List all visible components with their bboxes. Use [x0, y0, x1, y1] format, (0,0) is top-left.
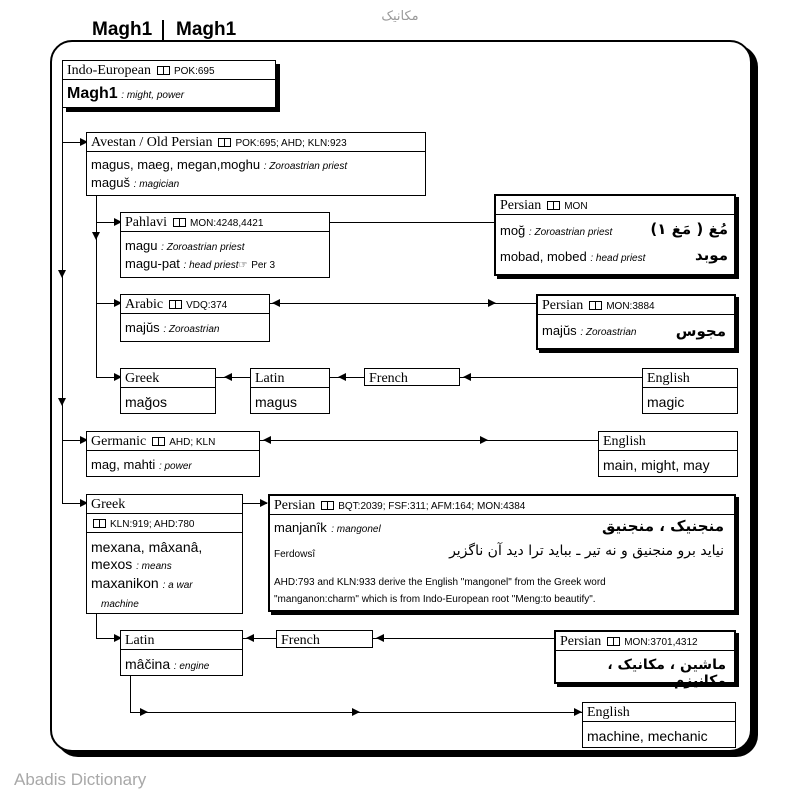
connector — [62, 440, 82, 441]
lang-label: Persian — [560, 634, 602, 649]
gloss: : Zoroastrian — [163, 324, 220, 335]
source-ref: MON:3701,4312 — [624, 637, 698, 648]
source-ref: MON:4248,4421 — [190, 218, 264, 229]
source-ref: BQT:2039; FSF:311; AFM:164; MON:4384 — [338, 501, 526, 512]
arabic-box — [120, 294, 270, 342]
word: mag, mahti — [91, 457, 156, 472]
connector — [96, 614, 97, 638]
lang-label: Persian — [274, 498, 316, 513]
book-icon — [173, 218, 186, 227]
greek-box-1 — [120, 368, 216, 414]
source-ref: POK:695 — [173, 66, 215, 77]
persian-mog-box — [494, 194, 736, 276]
connector — [216, 377, 252, 378]
french-box-1 — [364, 368, 460, 386]
connector — [270, 303, 538, 304]
arrow-icon — [92, 232, 100, 240]
gloss: : Zoroastrian priest — [528, 227, 613, 238]
connector — [260, 440, 600, 441]
connector — [62, 503, 82, 504]
headword-left: Magh1 — [92, 19, 153, 40]
cross-ref: Per 3 — [251, 260, 276, 271]
word: machine, mechanic — [587, 728, 708, 744]
watermark: Abadis Dictionary — [14, 770, 147, 789]
poem-line: نیاید برو منجنیق و نه تیر ـ بباید ترا دید آن ناگزیر — [449, 543, 724, 559]
arrow-icon — [376, 634, 384, 642]
persian-script: ماشین ، مکانیک ، مکانیزم — [607, 657, 726, 689]
connector — [96, 303, 116, 304]
poet-name: Ferdowsî — [274, 549, 316, 560]
arrow-icon — [263, 436, 271, 444]
gloss: : Zoroastrian — [580, 327, 637, 338]
lang-label: English — [587, 705, 630, 720]
source-ref: AHD; KLN — [169, 437, 216, 448]
source-ref: KLN:919; AHD:780 — [110, 519, 195, 530]
gloss: : mangonel — [331, 524, 381, 535]
book-icon — [607, 637, 620, 646]
gloss: : might, power — [121, 90, 185, 101]
word: mexana, mâxanâ, — [91, 539, 203, 555]
gloss: : magician — [133, 179, 180, 190]
word: mağos — [125, 394, 168, 410]
lang-label: Greek — [91, 497, 126, 512]
gloss: : head priest — [183, 260, 239, 271]
word: maxanikon — [91, 575, 159, 591]
connector — [96, 638, 116, 639]
gloss: : Zoroastrian priest — [263, 161, 348, 172]
word: manjanîk — [274, 520, 327, 535]
arrow-icon — [338, 373, 346, 381]
lang-label: Latin — [255, 371, 285, 386]
gloss: : engine — [173, 661, 210, 672]
lang-label: French — [281, 633, 320, 648]
word: mexos — [91, 556, 133, 572]
word: majŭs — [542, 323, 577, 338]
gloss: : means — [136, 561, 172, 572]
lang-label: Latin — [125, 633, 155, 648]
gloss: : power — [158, 461, 192, 472]
avestan-branch-line — [96, 196, 97, 377]
word: magic — [647, 394, 685, 410]
word: maguš — [91, 175, 131, 190]
french-box-2 — [276, 630, 373, 648]
english-box-1 — [642, 368, 738, 414]
persian-mashin-box — [554, 630, 736, 689]
lang-label: Indo-European — [67, 63, 151, 78]
arrow-icon — [463, 373, 471, 381]
germanic-box — [86, 431, 260, 477]
lang-label: Pahlavi — [125, 215, 167, 230]
word: majŭs — [125, 320, 160, 335]
arrow-icon — [260, 499, 268, 507]
persian-manjanik-box — [268, 494, 736, 612]
arrow-icon — [574, 708, 582, 716]
site-title: مکانیک — [381, 8, 419, 23]
arrow-icon — [272, 299, 280, 307]
headword-right: Magh1 — [176, 19, 237, 40]
arrow-icon — [246, 634, 254, 642]
persian-script: موبد — [695, 246, 728, 264]
gloss: : Zoroastrian priest — [161, 242, 245, 253]
source-ref: MON:3884 — [606, 301, 655, 312]
connector — [460, 377, 644, 378]
lang-label: French — [369, 371, 408, 386]
gloss: : a war — [162, 580, 193, 591]
book-icon — [93, 519, 106, 528]
persian-script: مجوس — [675, 322, 726, 340]
connector — [373, 638, 555, 639]
lang-label: Persian — [500, 198, 542, 213]
greek-box-2 — [86, 494, 243, 614]
lang-label: Greek — [125, 371, 160, 386]
header-separator — [162, 20, 164, 42]
note: "manganon:charm" which is from Indo-European root "Meng:to beautify". — [274, 594, 596, 605]
english-box-3 — [582, 702, 736, 748]
pointing-hand-icon: ☞ — [238, 260, 248, 271]
word: main, might, may — [603, 457, 710, 473]
gloss: machine — [101, 599, 139, 610]
word: moğ — [500, 223, 526, 238]
word: mobad, mobed — [500, 249, 587, 264]
arrow-icon — [480, 436, 488, 444]
connector — [62, 142, 82, 143]
source-ref: MON — [564, 201, 588, 212]
book-icon — [157, 66, 170, 75]
connector — [96, 377, 116, 378]
connector — [130, 676, 131, 712]
source-ref: POK:695; AHD; KLN:923 — [235, 138, 347, 149]
root-word: Magh1 — [67, 85, 118, 102]
word: magus — [255, 394, 298, 410]
book-icon — [589, 301, 602, 310]
arrow-icon — [140, 708, 148, 716]
english-box-2 — [598, 431, 738, 477]
book-icon — [218, 138, 231, 147]
book-icon — [152, 437, 165, 446]
pahlavi-box — [120, 212, 330, 278]
lang-label: English — [647, 371, 690, 386]
latin-box-2 — [120, 630, 243, 676]
lang-label: English — [603, 434, 646, 449]
connector — [330, 377, 364, 378]
latin-box-1 — [250, 368, 330, 414]
lang-label: Arabic — [125, 297, 164, 312]
arrow-icon — [58, 270, 66, 278]
arrow-icon — [352, 708, 360, 716]
avestan-box — [86, 132, 426, 196]
persian-majus-box — [536, 294, 736, 350]
word: magu-pat — [125, 256, 180, 271]
lang-label: Avestan / Old Persian — [91, 135, 213, 150]
gloss: : head priest — [590, 253, 646, 264]
source-ref: VDQ:374 — [186, 300, 228, 311]
lang-label: Persian — [542, 298, 584, 313]
indo-european-box — [62, 60, 276, 108]
trunk-line — [62, 108, 63, 503]
lang-label: Germanic — [91, 434, 147, 449]
book-icon — [169, 300, 182, 309]
word: magus, maeg, megan,moghu — [91, 157, 261, 172]
arrow-icon — [58, 398, 66, 406]
book-icon — [321, 501, 334, 510]
word: magu — [125, 238, 158, 253]
persian-script: مُغ ( مَغ ۱) — [650, 220, 728, 238]
word: mâčina — [125, 656, 171, 672]
persian-script: منجنیک ، منجنیق — [602, 517, 724, 535]
arrow-icon — [224, 373, 232, 381]
book-icon — [547, 201, 560, 210]
arrow-icon — [488, 299, 496, 307]
note: AHD:793 and KLN:933 derive the English "mangonel" from the Greek word — [274, 577, 606, 588]
connector — [96, 222, 116, 223]
